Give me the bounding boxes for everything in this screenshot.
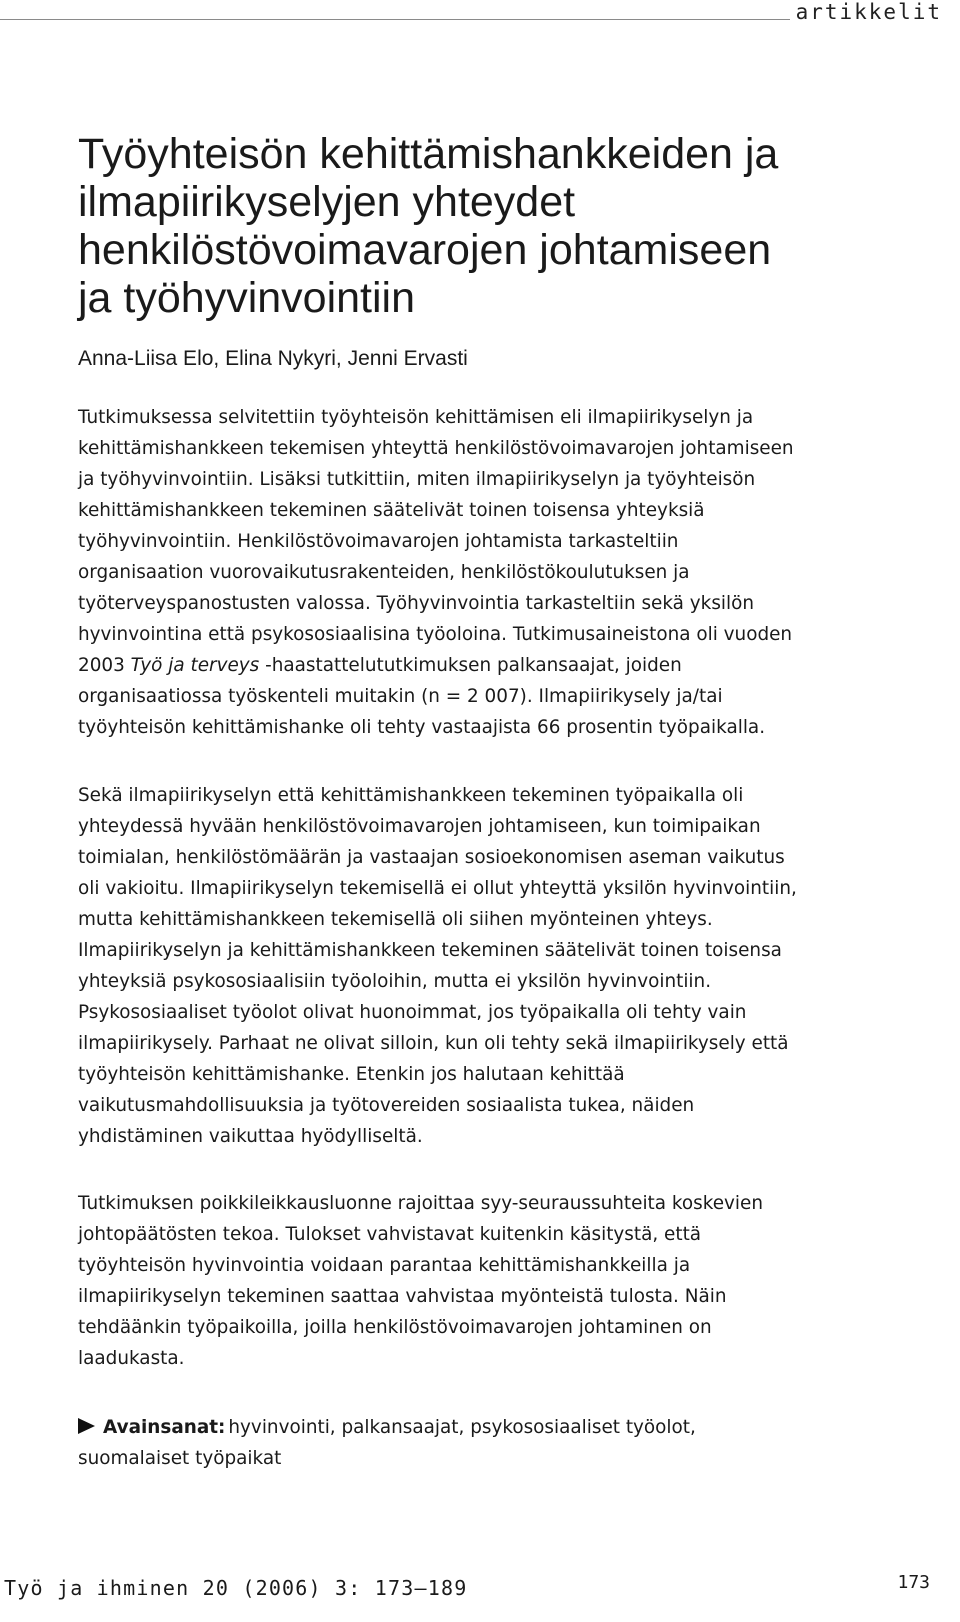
header-rule xyxy=(0,19,790,20)
title-line: Työyhteisön kehittämishankkeiden ja xyxy=(78,130,779,178)
text-line: Psykososiaaliset työolot olivat huonoimmat, jos työpaikalla oli tehty vain xyxy=(78,1002,747,1023)
text-line: ja työhyvinvointiin. Lisäksi tutkittiin, miten ilmapiirikyselyn ja työyhteisön xyxy=(78,469,756,490)
keywords-line: suomalaiset työpaikat xyxy=(78,1448,282,1469)
text-line: hyvinvointina että psykososiaalisina työoloina. Tutkimusaineistona oli vuoden xyxy=(78,624,793,645)
text-line-with-italic xyxy=(78,650,938,681)
journal-name-italic: Työ ja terveys xyxy=(130,655,260,676)
keywords-line xyxy=(78,1412,938,1443)
text-line: toimialan, henkilöstömäärän ja vastaajan sosioekonomisen aseman vaikutus xyxy=(78,847,785,868)
text-line: kehittämishankkeen tekemisen yhteyttä henkilöstövoimavarojen johtamiseen xyxy=(78,438,794,459)
title-line: henkilöstövoimavarojen johtamiseen xyxy=(78,226,772,274)
abstract-paragraph-2 xyxy=(78,780,938,1152)
text-fragment: -haastattelututkimuksen palkansaajat, joiden xyxy=(259,655,682,676)
abstract-paragraph-1 xyxy=(78,402,938,743)
text-line: yhteyksiä psykososiaalisiin työoloihin, mutta ei yksilön hyvinvointiin. xyxy=(78,971,712,992)
text-line: yhdistäminen vaikuttaa hyödylliseltä. xyxy=(78,1126,423,1147)
text-line: mutta kehittämishankkeen tekemisellä oli siihen myönteinen yhteys. xyxy=(78,909,713,930)
text-line: Ilmapiirikyselyn ja kehittämishankkeen tekeminen säätelivät toinen toisensa xyxy=(78,940,782,961)
text-line: työterveyspanostusten valossa. Työhyvinvointia tarkasteltiin sekä yksilön xyxy=(78,593,755,614)
text-line: työyhteisön kehittämishanke. Etenkin jos halutaan kehittää xyxy=(78,1064,625,1085)
authors: Anna-Liisa Elo, Elina Nykyri, Jenni Ervasti xyxy=(78,347,468,370)
text-line: kehittämishankkeen tekeminen säätelivät toinen toisensa yhteyksiä xyxy=(78,500,705,521)
abstract-paragraph-3 xyxy=(78,1188,938,1374)
section-label: artikkelit xyxy=(795,0,942,24)
text-line: yhteydessä hyvään henkilöstövoimavarojen johtamiseen, kun toimipaikan xyxy=(78,816,761,837)
journal-citation: Työ ja ihminen 20 (2006) 3: 173—189 xyxy=(4,1576,468,1600)
page-number: 173 xyxy=(897,1572,930,1593)
text-line: vaikutusmahdollisuuksia ja työtovereiden sosiaalista tukea, näiden xyxy=(78,1095,695,1116)
text-line: tehdäänkin työpaikoilla, joilla henkilöstövoimavarojen johtaminen on xyxy=(78,1317,712,1338)
text-line: Tutkimuksen poikkileikkausluonne rajoittaa syy-seuraussuhteita koskevien xyxy=(78,1193,763,1214)
text-line: työyhteisön kehittämishanke oli tehty vastaajista 66 prosentin työpaikalla. xyxy=(78,717,766,738)
text-line: työhyvinvointiin. Henkilöstövoimavarojen johtamista tarkasteltiin xyxy=(78,531,679,552)
text-line: johtopäätösten tekoa. Tulokset vahvistavat kuitenkin käsitystä, että xyxy=(78,1224,702,1245)
text-line: organisaation vuorovaikutusrakenteiden, henkilöstökoulutuksen ja xyxy=(78,562,690,583)
keywords-label: Avainsanat: xyxy=(103,1417,226,1438)
text-line: organisaatiossa työskenteli muitakin (n = 2 007). Ilmapiirikysely ja/tai xyxy=(78,686,723,707)
text-line: ilmapiirikysely. Parhaat ne olivat silloin, kun oli tehty sekä ilmapiirikysely että xyxy=(78,1033,789,1054)
title-line: ilmapiirikyselyjen yhteydet xyxy=(78,178,576,226)
keywords-block xyxy=(78,1412,938,1474)
text-fragment: 2003 xyxy=(78,655,131,676)
triangle-arrow-icon xyxy=(78,1418,95,1434)
text-line: työyhteisön hyvinvointia voidaan parantaa kehittämishankkeilla ja xyxy=(78,1255,691,1276)
text-line: laadukasta. xyxy=(78,1348,185,1369)
text-line: Sekä ilmapiirikyselyn että kehittämishankkeen tekeminen työpaikalla oli xyxy=(78,785,744,806)
keywords-text: hyvinvointi, palkansaajat, psykososiaaliset työolot, xyxy=(228,1417,696,1438)
text-line: oli vakioitu. Ilmapiirikyselyn tekemisellä ei ollut yhteyttä yksilön hyvinvointiin, xyxy=(78,878,797,899)
article-title xyxy=(78,130,938,322)
title-line: ja työhyvinvointiin xyxy=(78,274,416,322)
text-line: ilmapiirikyselyn tekeminen saattaa vahvistaa myönteistä tulosta. Näin xyxy=(78,1286,727,1307)
text-line: Tutkimuksessa selvitettiin työyhteisön kehittämisen eli ilmapiirikyselyn ja xyxy=(78,407,754,428)
